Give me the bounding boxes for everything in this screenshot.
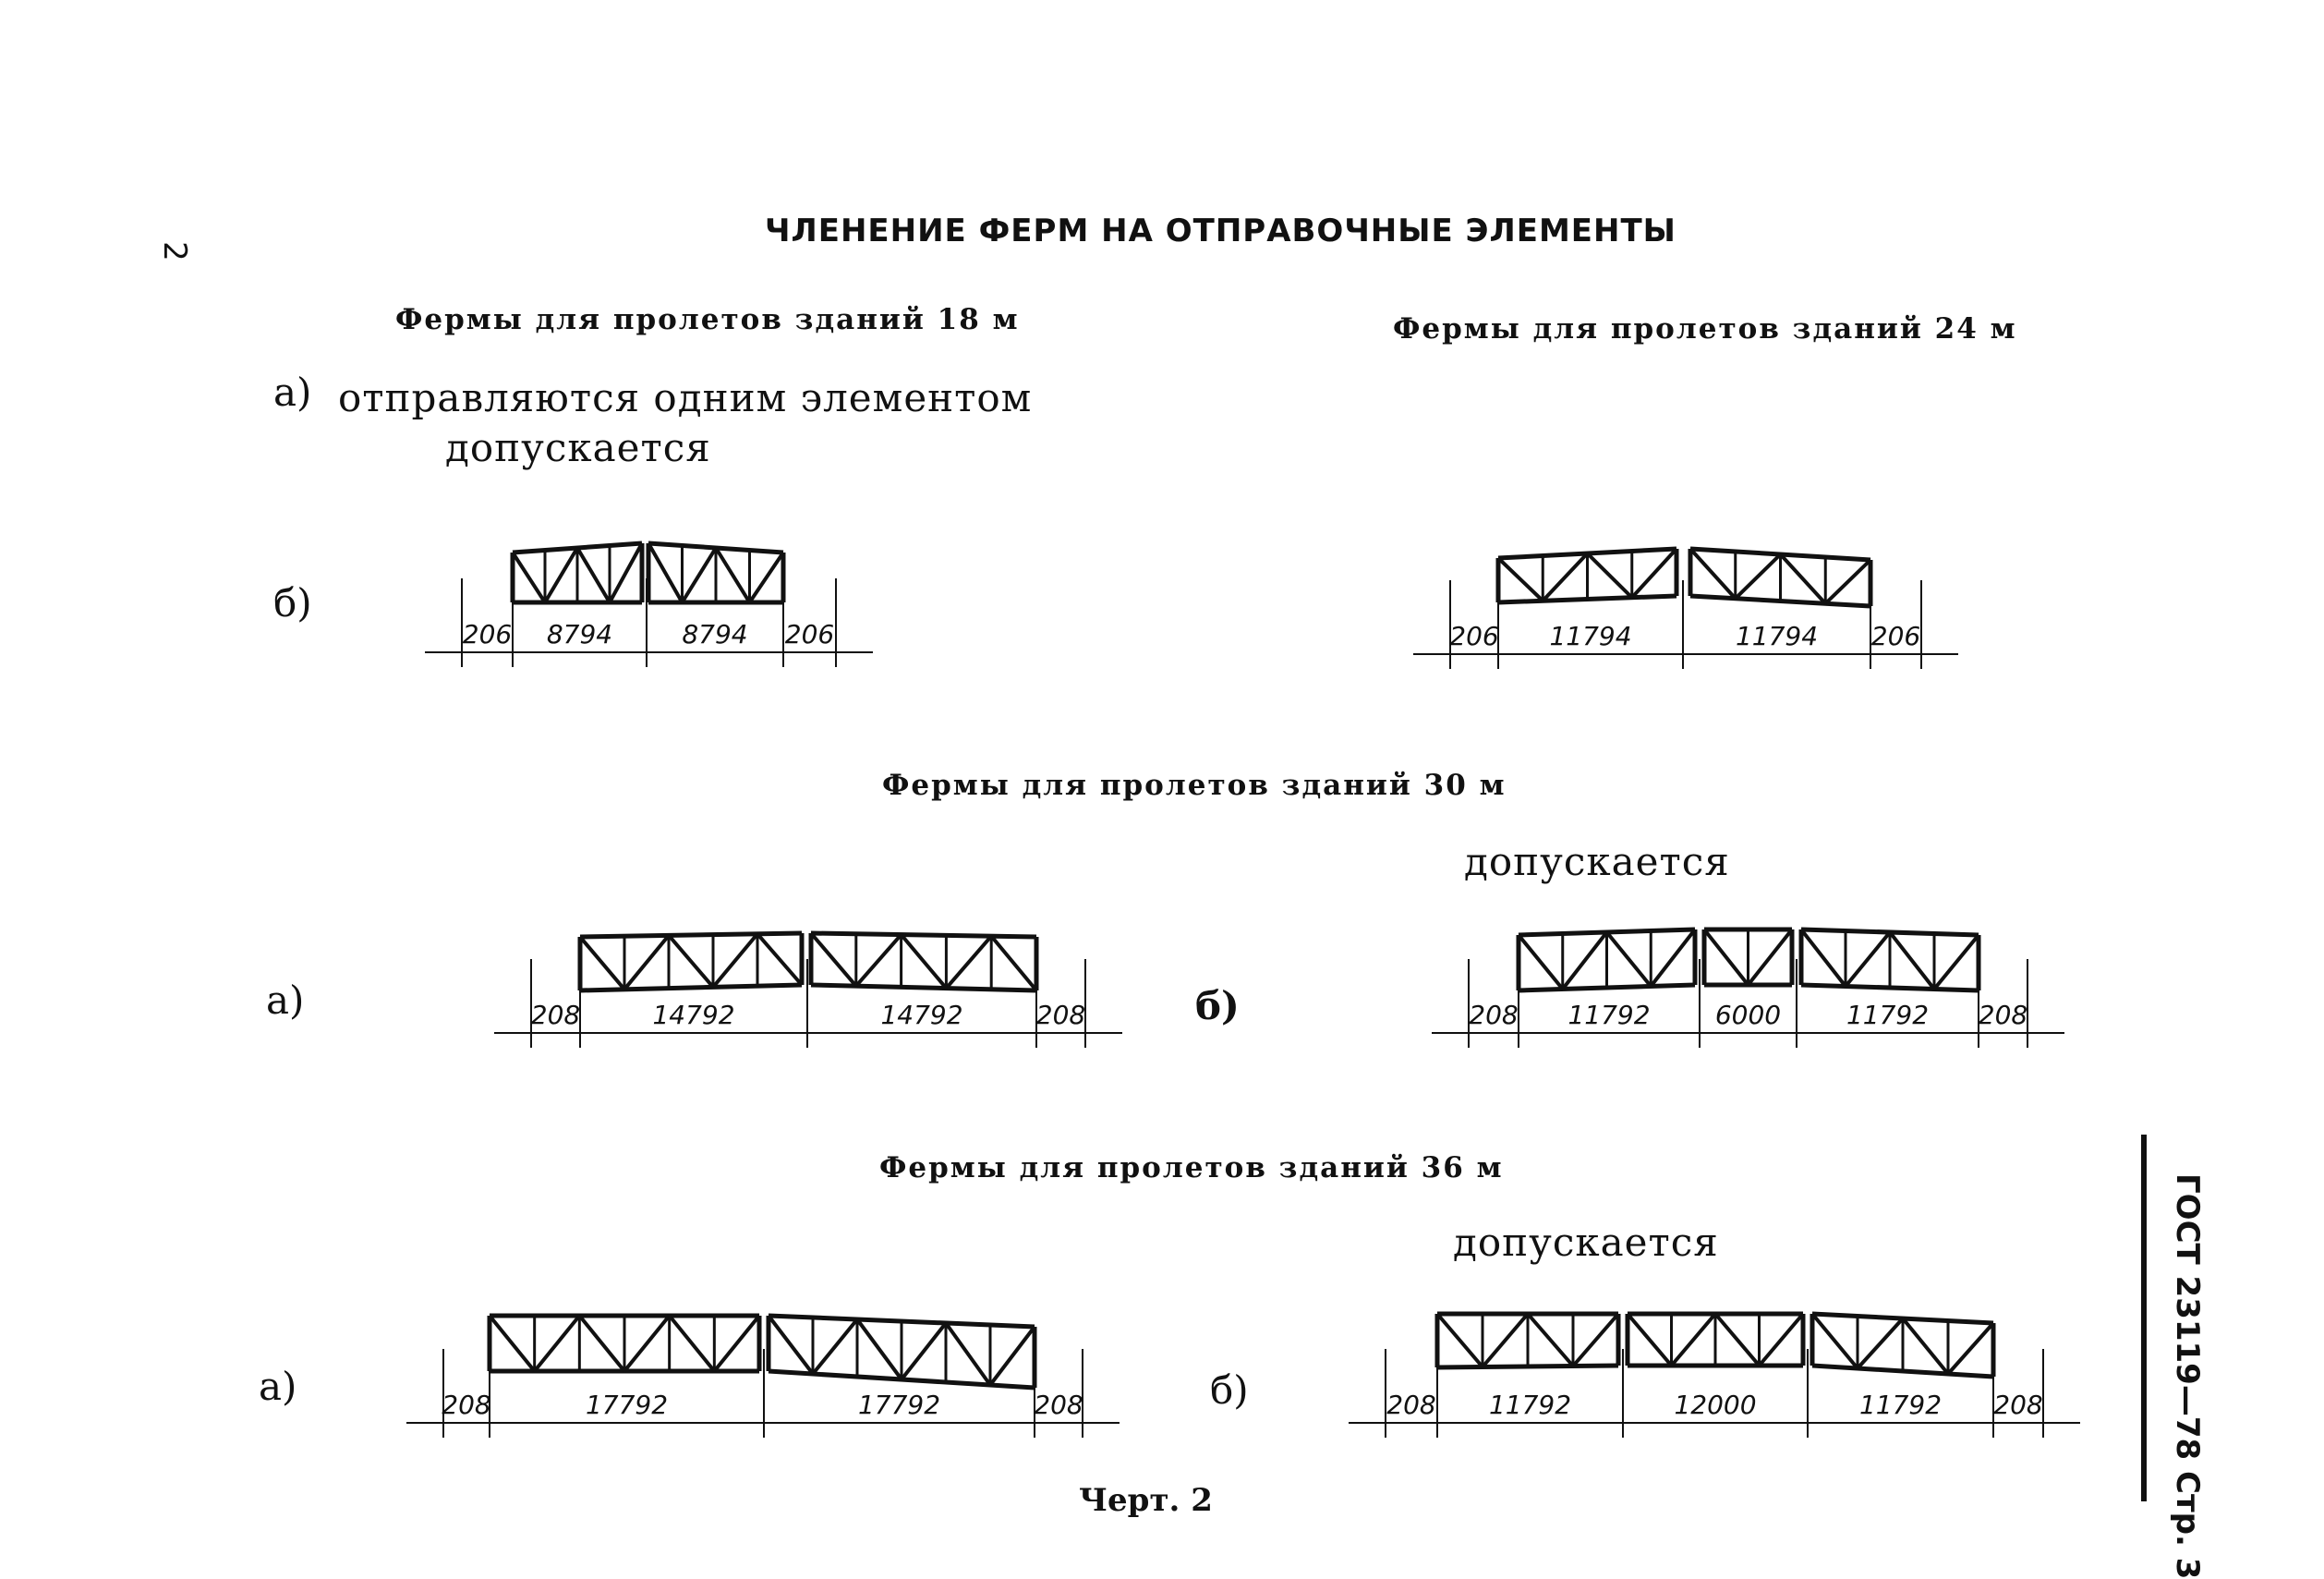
dims-30m-b-dim-label: 11792 — [1567, 1000, 1651, 1030]
label-18m-b: б) — [273, 580, 312, 626]
dims-24m-dim-label: 206 — [1870, 621, 1921, 651]
truss-36m-b-right-diagonal — [1812, 1314, 1858, 1368]
truss-36m-b-middle-diagonal — [1672, 1314, 1716, 1366]
truss-36m-a-right-diagonal — [946, 1323, 990, 1385]
truss-36m-b-left-diagonal — [1483, 1314, 1528, 1367]
truss-36m-b-middle-diagonal — [1760, 1314, 1804, 1366]
truss-18m-left-diagonal — [545, 548, 577, 602]
dims-24m-dim-label: 206 — [1449, 621, 1499, 651]
dims-36m-b-dim-label: 208 — [1993, 1390, 2043, 1420]
heading-36m: Фермы для пролетов зданий 36 м — [879, 1151, 1504, 1184]
heading-30m: Фермы для пролетов зданий 30 м — [882, 769, 1507, 802]
dims-24m-dim-label: 11794 — [1549, 621, 1632, 651]
truss-30m-a-left-diagonal — [624, 935, 669, 989]
truss-36m-b-left-diagonal — [1437, 1314, 1483, 1367]
truss-30m-a-right-diagonal — [902, 935, 947, 989]
side-standard-label: ГОСТ 23119—78 Стр. 3 — [2169, 1173, 2206, 1579]
truss-36m-b-left-diagonal — [1573, 1314, 1618, 1366]
label-36m-a: а) — [259, 1364, 297, 1409]
truss-36m-a-left-diagonal — [535, 1316, 580, 1371]
truss-36m-a-left-diagonal — [714, 1316, 759, 1371]
truss-30m-a-right-bottom-chord — [811, 985, 1036, 990]
dims-36m-a-dim-label: 208 — [442, 1390, 491, 1420]
dims-30m-b-dim-label: 6000 — [1714, 1000, 1782, 1030]
dims-30m-b-dim-label: 208 — [1978, 1000, 2028, 1030]
truss-36m-a-right-diagonal — [902, 1323, 946, 1379]
dims-36m-b-dim-label: 11792 — [1858, 1390, 1943, 1420]
truss-30m-b-right-diagonal — [1801, 929, 1846, 987]
text-18m-single-element: отправляются одним элементом — [338, 375, 1033, 420]
dims-30m-b-dim-label: 11792 — [1846, 1000, 1930, 1030]
truss-30m-a-right-diagonal — [811, 933, 856, 986]
truss-30m-a-left-diagonal — [713, 934, 757, 988]
truss-24m-right-diagonal — [1690, 549, 1736, 599]
truss-30m-b-right-diagonal — [1934, 935, 1979, 990]
dims-18m-dim-label: 206 — [784, 619, 835, 650]
truss-36m-b-right-diagonal — [1948, 1323, 1993, 1374]
dims-18m-dim-label: 8794 — [546, 619, 613, 650]
dims-18m-dim-label: 206 — [462, 619, 513, 650]
truss-36m-b-middle-diagonal — [1715, 1314, 1760, 1366]
truss-30m-b-right-diagonal — [1890, 932, 1934, 990]
truss-24m-left-diagonal — [1588, 553, 1632, 598]
truss-30m-b-middle-diagonal — [1704, 929, 1749, 985]
truss-18m-right-diagonal — [716, 548, 750, 602]
dims-36m-a-dim-label: 17792 — [857, 1390, 941, 1420]
truss-30m-a-left-top-chord — [580, 933, 802, 937]
truss-30m-a-right-diagonal — [946, 936, 991, 988]
truss-24m-left-diagonal — [1632, 549, 1676, 598]
truss-30m-a-right-diagonal — [991, 936, 1036, 990]
page-title: ЧЛЕНЕНИЕ ФЕРМ НА ОТПРАВОЧНЫЕ ЭЛЕМЕНТЫ — [765, 213, 1676, 249]
truss-30m-a-left-diagonal — [757, 934, 802, 985]
truss-30m-a-left-diagonal — [669, 935, 713, 987]
dims-30m-a-dim-label: 14792 — [652, 1000, 735, 1030]
dims-24m-dim-label: 11794 — [1735, 621, 1819, 651]
truss-36m-a-right-diagonal — [990, 1327, 1035, 1385]
truss-18m-right-diagonal — [683, 548, 717, 602]
dims-30m-b-dim-label: 208 — [1469, 1000, 1519, 1030]
truss-30m-a-right-top-chord — [811, 933, 1036, 937]
truss-18m-right-diagonal — [750, 553, 784, 602]
truss-30m-b-right-diagonal — [1846, 932, 1890, 987]
truss-24m-left-diagonal — [1498, 558, 1543, 601]
truss-18m-left-diagonal — [610, 543, 642, 602]
truss-36m-a-left-diagonal — [624, 1316, 670, 1371]
truss-30m-b-left-diagonal — [1563, 932, 1607, 990]
label-30m-b: б) — [1195, 983, 1240, 1028]
page-number: 2 — [155, 241, 193, 261]
truss-18m-right-diagonal — [648, 543, 683, 602]
truss-36m-a-right-diagonal — [769, 1316, 813, 1374]
truss-24m-right-diagonal — [1825, 560, 1870, 603]
truss-24m-left-diagonal — [1543, 553, 1587, 601]
dims-36m-a-dim-label: 208 — [1034, 1390, 1083, 1420]
dims-36m-a-dim-label: 17792 — [585, 1390, 669, 1420]
truss-36m-b-middle-diagonal — [1628, 1314, 1672, 1366]
dims-30m-a-dim-label: 208 — [530, 1000, 581, 1030]
truss-36m-a-right-diagonal — [857, 1319, 902, 1379]
truss-36m-a-left-diagonal — [670, 1316, 715, 1371]
dims-36m-b-dim-label: 11792 — [1488, 1390, 1572, 1420]
truss-30m-b-left-diagonal — [1607, 932, 1652, 987]
truss-30m-b-middle-diagonal — [1749, 929, 1793, 985]
truss-36m-b-right-diagonal — [1903, 1318, 1948, 1374]
label-18m-a: а) — [273, 370, 312, 415]
dims-30m-a-dim-label: 14792 — [880, 1000, 963, 1030]
figure-caption: Черт. 2 — [1079, 1482, 1213, 1519]
truss-36m-a-left-diagonal — [490, 1316, 535, 1371]
heading-18m: Фермы для пролетов зданий 18 м — [395, 303, 1020, 336]
truss-36m-b-left-diagonal — [1528, 1314, 1573, 1366]
truss-36m-b-right-diagonal — [1858, 1318, 1903, 1368]
truss-30m-b-left-diagonal — [1519, 935, 1563, 990]
text-36m-allowed: допускается — [1453, 1220, 1719, 1265]
label-30m-a: а) — [266, 978, 305, 1023]
truss-36m-a-left-diagonal — [579, 1316, 624, 1371]
dims-30m-a-dim-label: 208 — [1035, 1000, 1086, 1030]
truss-24m-right-diagonal — [1781, 554, 1826, 603]
truss-18m-left-diagonal — [577, 548, 610, 602]
truss-30m-a-left-diagonal — [580, 937, 624, 990]
truss-30m-a-left-bottom-chord — [580, 985, 802, 990]
text-18m-allowed: допускается — [445, 425, 711, 470]
truss-24m-right-diagonal — [1736, 554, 1781, 599]
dims-36m-b-dim-label: 208 — [1386, 1390, 1436, 1420]
dims-36m-b-dim-label: 12000 — [1674, 1390, 1757, 1420]
truss-30m-a-right-diagonal — [856, 935, 902, 987]
truss-30m-b-left-diagonal — [1651, 929, 1695, 987]
truss-36m-a-right-diagonal — [813, 1319, 857, 1374]
heading-24m: Фермы для пролетов зданий 24 м — [1393, 312, 2017, 346]
dims-18m-dim-label: 8794 — [682, 619, 748, 650]
text-30m-allowed: допускается — [1464, 839, 1730, 884]
label-36m-b: б) — [1210, 1367, 1249, 1413]
truss-18m-left-diagonal — [513, 553, 545, 602]
